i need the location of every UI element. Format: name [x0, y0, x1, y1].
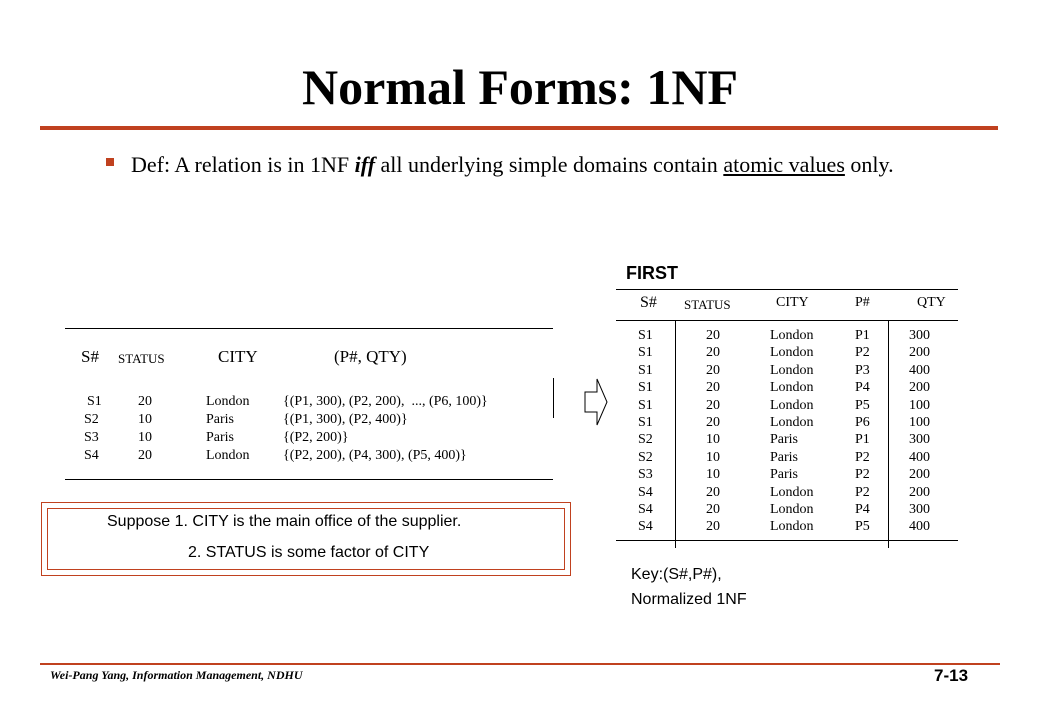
unnormalized-cell-status: 20 — [138, 394, 152, 409]
first-cell-pno: P6 — [855, 415, 870, 430]
first-cell-sno: S1 — [638, 362, 653, 378]
definition-middle: all underlying simple domains contain — [375, 152, 724, 177]
unnormalized-cell-sno: S1 — [87, 394, 102, 409]
first-cell-qty: 400 — [909, 449, 930, 465]
key-line: Key:(S#,P#), — [631, 566, 722, 583]
unnormalized-cell-sno: S4 — [84, 448, 99, 463]
page-number: 7-13 — [934, 666, 969, 685]
first-cell-pno: P2 — [855, 345, 870, 361]
first-cell-qty: 200 — [909, 467, 930, 483]
first-cell-sno: S1 — [638, 415, 653, 430]
first-cell-city: London — [770, 345, 814, 361]
first-cell-status: 20 — [706, 397, 720, 413]
footer-author: Wei-Pang Yang, Information Management, NDHU — [50, 668, 303, 682]
first-cell-city: London — [770, 362, 814, 378]
first-cell-qty: 100 — [909, 397, 930, 413]
first-table-label: FIRST — [626, 263, 678, 283]
first-cell-qty: 200 — [909, 484, 930, 500]
unnormalized-cell-pqty: {(P1, 300), (P2, 400)} — [283, 412, 408, 427]
first-cell-pno: P4 — [855, 380, 870, 396]
first-cell-sno: S1 — [638, 345, 653, 361]
first-cell-pno: P4 — [855, 502, 870, 517]
first-table-header-rule — [616, 320, 958, 321]
unnormalized-cell-sno: S2 — [84, 412, 99, 427]
unnormalized-header-city: CITY — [218, 347, 258, 366]
bullet-square-icon — [106, 158, 114, 166]
unnormalized-cell-city: London — [206, 448, 250, 463]
first-cell-pno: P2 — [855, 467, 870, 483]
first-cell-status: 20 — [706, 345, 720, 361]
first-cell-status: 20 — [706, 502, 720, 517]
unnormalized-header-status: STATUS — [118, 351, 165, 366]
first-cell-status: 20 — [706, 362, 720, 378]
key-note — [631, 562, 747, 612]
unnormalized-header-sno: S# — [81, 347, 99, 366]
first-cell-city: Paris — [770, 467, 798, 483]
first-cell-pno: P5 — [855, 519, 870, 535]
first-cell-qty: 200 — [909, 345, 930, 361]
first-cell-pno: P5 — [855, 397, 870, 413]
first-table-bottom-rule — [616, 540, 958, 541]
definition-iff: iff — [354, 152, 376, 177]
first-header-city: CITY — [776, 295, 809, 310]
first-cell-qty: 400 — [909, 362, 930, 378]
first-cell-status: 10 — [706, 467, 720, 483]
first-cell-sno: S1 — [638, 380, 653, 396]
first-cell-qty: 200 — [909, 380, 930, 396]
unnormalized-cell-pqty: {(P2, 200), (P4, 300), (P5, 400)} — [283, 448, 467, 463]
first-cell-status: 20 — [706, 380, 720, 396]
definition-text — [131, 150, 981, 179]
unnormalized-cell-status: 10 — [138, 412, 152, 427]
first-cell-city: London — [770, 328, 814, 343]
first-table-top-rule — [616, 289, 958, 290]
first-cell-status: 10 — [706, 432, 720, 448]
unnormalized-cell-pqty: {(P2, 200)} — [283, 430, 349, 445]
note-line-2: 2. STATUS is some factor of CITY — [188, 544, 430, 561]
unnormalized-cell-city: London — [206, 394, 250, 409]
first-table-divider — [675, 320, 676, 548]
slide-title: Normal Forms: 1NF — [302, 59, 738, 115]
first-cell-status: 20 — [706, 519, 720, 535]
first-cell-city: Paris — [770, 432, 798, 448]
first-cell-status: 20 — [706, 415, 720, 430]
first-cell-status: 10 — [706, 449, 720, 465]
first-cell-city: London — [770, 502, 814, 517]
first-cell-pno: P2 — [855, 449, 870, 465]
first-cell-city: London — [770, 415, 814, 430]
first-cell-pno: P1 — [855, 328, 870, 343]
first-cell-pno: P3 — [855, 362, 870, 378]
first-header-qty: QTY — [917, 295, 946, 310]
unnormalized-header-pqty: (P#, QTY) — [334, 347, 407, 366]
first-cell-city: Paris — [770, 449, 798, 465]
first-cell-sno: S2 — [638, 449, 653, 465]
first-cell-pno: P2 — [855, 484, 870, 500]
first-cell-qty: 300 — [909, 432, 930, 448]
first-cell-sno: S4 — [638, 519, 653, 535]
first-cell-sno: S3 — [638, 467, 653, 483]
first-cell-city: London — [770, 519, 814, 535]
first-cell-qty: 400 — [909, 519, 930, 535]
definition-suffix: only. — [844, 152, 894, 177]
unnormalized-cell-status: 20 — [138, 448, 152, 463]
first-header-pno: P# — [855, 295, 870, 310]
first-cell-city: London — [770, 397, 814, 413]
first-cell-sno: S2 — [638, 432, 653, 448]
normalized-line: Normalized 1NF — [631, 591, 747, 608]
footer-rule — [40, 663, 1000, 665]
first-cell-pno: P1 — [855, 432, 870, 448]
unnormalized-cell-city: Paris — [206, 430, 234, 445]
first-cell-sno: S1 — [638, 328, 653, 343]
first-header-status: STATUS — [684, 297, 731, 312]
first-cell-sno: S4 — [638, 502, 653, 517]
definition-underlined: atomic values — [723, 152, 845, 177]
first-header-sno: S# — [640, 294, 657, 311]
first-cell-qty: 300 — [909, 328, 930, 343]
right-arrow-icon — [584, 378, 608, 426]
first-table-divider — [888, 320, 889, 548]
first-cell-status: 20 — [706, 328, 720, 343]
first-cell-qty: 300 — [909, 502, 930, 517]
first-cell-sno: S4 — [638, 484, 653, 500]
unnormalized-table-edge — [553, 378, 554, 418]
title-rule — [40, 126, 998, 130]
first-cell-city: London — [770, 484, 814, 500]
note-line-1: Suppose 1. CITY is the main office of the supplier. — [107, 513, 462, 530]
unnormalized-cell-pqty: {(P1, 300), (P2, 200), ..., (P6, 100)} — [283, 394, 488, 409]
first-cell-city: London — [770, 380, 814, 396]
unnormalized-cell-sno: S3 — [84, 430, 99, 445]
unnormalized-cell-city: Paris — [206, 412, 234, 427]
definition-prefix: Def: A relation is in 1NF — [131, 152, 355, 177]
unnormalized-cell-status: 10 — [138, 430, 152, 445]
first-cell-status: 20 — [706, 484, 720, 500]
first-cell-qty: 100 — [909, 415, 930, 430]
first-cell-sno: S1 — [638, 397, 653, 413]
